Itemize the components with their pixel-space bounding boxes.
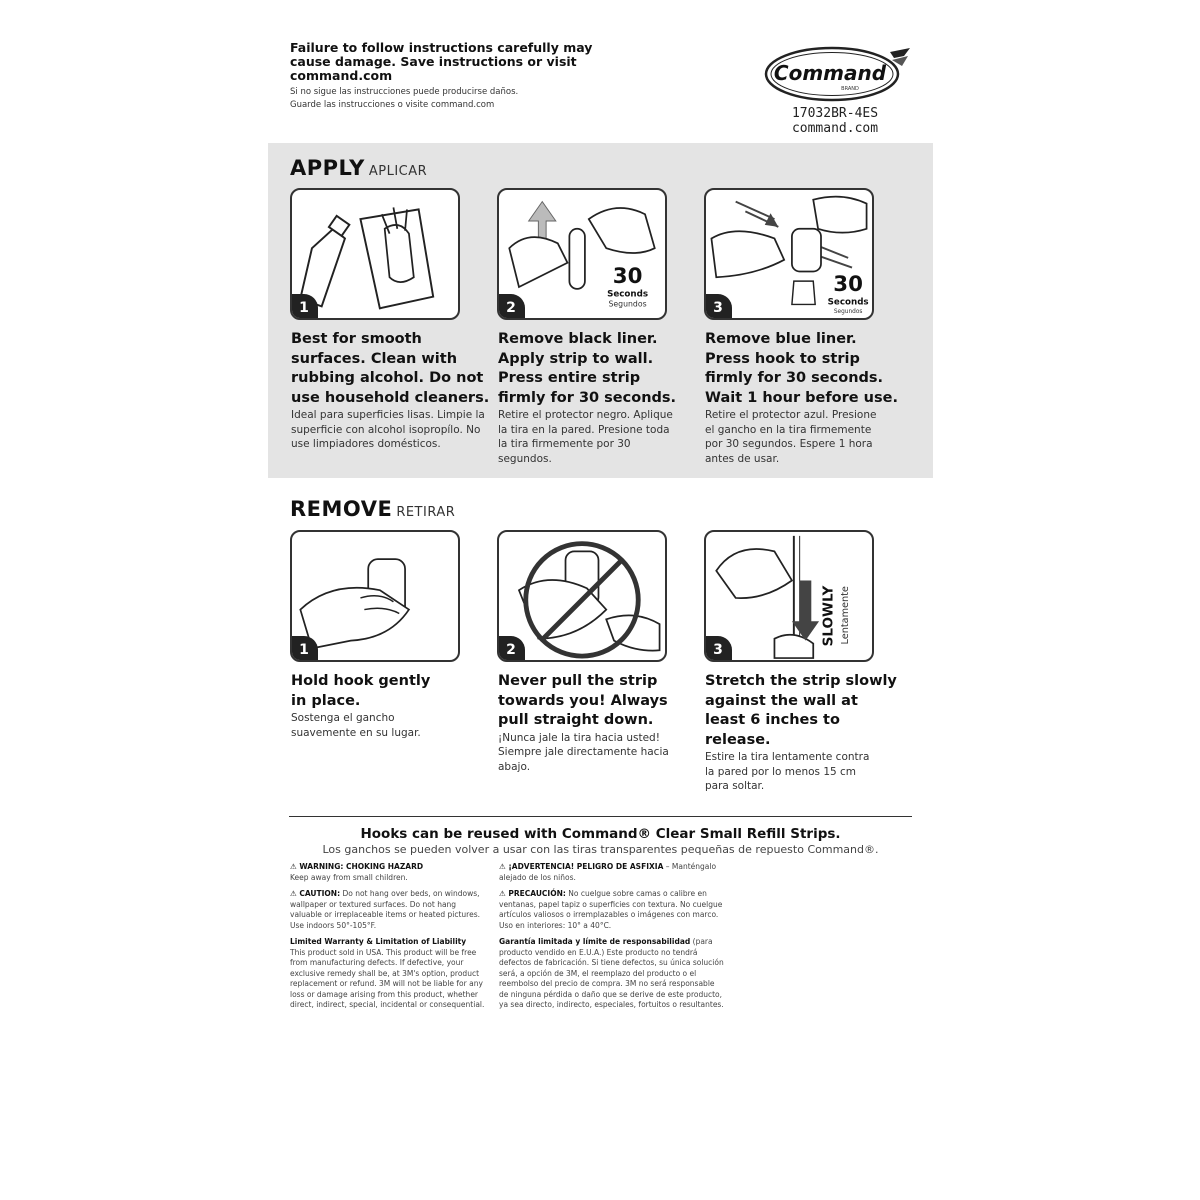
apply-step-1-text (291, 330, 491, 452)
step-number-badge: 1 (290, 294, 318, 320)
apply-step-3-text (705, 330, 900, 466)
step-number-badge: 3 (704, 636, 732, 662)
choking-text-es: Manténgalo alejado de los niños. (499, 862, 717, 882)
step-number-badge: 3 (704, 294, 732, 320)
timer-unit-es: Segundos (608, 299, 647, 309)
apply-subtitle: APLICAR (368, 164, 428, 179)
remove-title: REMOVE (290, 497, 393, 521)
choking-title-es: ¡ADVERTENCIA! PELIGRO DE ASFIXIA (508, 862, 664, 871)
step-instruction-es: Ideal para superficies lisas. Limpie la superficie con alcohol isopropílo. No use limpiadores domésticos. (291, 409, 485, 450)
choking-text: Keep away from small children. (290, 872, 408, 882)
slowly-en: SLOWLY (820, 585, 837, 647)
slowly-es: Lentamente (840, 586, 852, 645)
choking-title: WARNING: CHOKING HAZARD (299, 862, 424, 871)
fine-print-spanish: ⚠ ¡ADVERTENCIA! PELIGRO DE ASFIXIA – Manténgalo alejado de los niños. ⚠ PRECAUCIÓN: No cuelgue sobre camas o calibre en ventanas, papel tapiz o superficies con textura. No cuelgue artículos valiosos o irremplazables o imágenes con marco. Uso en interiores: 10° a 40°C. Garantía limitada y límite de responsabilidad (para producto vendido en E.U.A.) Este producto no tendrá defectos de fabricación. Si tiene defectos, su única solución será, a opción de 3M, el reemplazo del producto o el reembolso del precio de compra. 3M no será responsable de ninguna pérdida o daño que se derive de este producto, ya sea directo, indirecto, especiales, fortuitos o resultantes. (499, 862, 724, 1009)
brand-sub: BRAND (841, 86, 859, 92)
warranty-title-es: Garantía limitada y límite de responsabilidad (499, 937, 691, 946)
step-instruction-es: Retire el protector azul. Presione el gancho en la tira firmemente por 30 segundos. Espere 1 hora antes de usar. (705, 409, 877, 465)
product-info (760, 106, 910, 136)
step-instruction-es: Retire el protector negro. Aplique la tira en la pared. Presione toda la tira firmemente por 30 segundos. (498, 409, 673, 465)
step-instruction-en: Hold hook gently in place. (291, 673, 431, 709)
warning-spanish: Si no sigue las instrucciones puede producirse daños. Guarde las instrucciones o visite command.com (290, 87, 519, 110)
remove-heading (290, 497, 455, 521)
apply-step-3-illustration (704, 188, 874, 320)
step-instruction-es: Estire la tira lentamente contra la pared por lo menos 15 cm para soltar. (705, 751, 870, 792)
warranty-title: Limited Warranty & Limitation of Liability (290, 937, 467, 946)
timer-unit-es: Segundos (833, 309, 863, 316)
remove-step-3-illustration (704, 530, 874, 662)
timer-value: 30 (833, 271, 863, 297)
step-instruction-es: ¡Nunca jale la tira hacia usted! Siempre jale directamente hacia abajo. (498, 731, 669, 773)
reuse-note-es: Los ganchos se pueden volver a usar con las tiras transparentes pequeñas de repuesto Command®. (322, 843, 879, 856)
step-number-badge: 2 (497, 294, 525, 320)
caution-text-es: No cuelgue sobre camas o calibre en ventanas, papel tapiz o superficies con textura. No cuelgue artículos valiosos o irremplazables o imágenes con marco. Uso en interiores: 10° a 40°C. (499, 889, 723, 930)
warranty-text: This product sold in USA. This product will be free from manufacturing defects. If defective, your exclusive remedy shall be, at 3M's option, product replacement or refund. 3M will not be liable for any loss or damage arising from this product, whether direct, indirect, special, incidental or consequential. (290, 947, 485, 1009)
warranty-text-es: (para producto vendido en E.U.A.) Este producto no tendrá defectos de fabricación. Si tiene defectos, su única solución será, a opción de 3M, el reemplazo del producto o el reembolso del precio de compra. 3M no será responsable de ninguna pérdida o daño que se derive de este producto, ya sea directo, indirecto, especiales, fortuitos o resultantes. (499, 937, 724, 1009)
footer-divider (289, 816, 912, 817)
step-number-badge: 1 (290, 636, 318, 662)
reuse-note-en: Hooks can be reused with Command® Clear Small Refill Strips. (360, 826, 841, 842)
apply-step-1-illustration (290, 188, 460, 320)
remove-step-1-text (291, 672, 441, 740)
apply-step-2-illustration (497, 188, 667, 320)
product-code: 17032BR-4ES (791, 106, 879, 121)
step-instruction-en: Remove blue liner. Press hook to strip firmly for 30 seconds. Wait 1 hour before use. (705, 331, 898, 406)
caution-text: Do not hang over beds, on windows, wallpaper or textured surfaces. Do not hang valuable or irreplaceable items or heated pictures. Use indoors 50°-105°F. (290, 889, 480, 930)
step-instruction-en: Stretch the strip slowly against the wall at least 6 inches to release. (705, 673, 897, 748)
apply-heading (290, 156, 427, 180)
command-logo (764, 44, 914, 106)
remove-step-3-text (705, 672, 900, 794)
step-instruction-en: Remove black liner. Apply strip to wall. Press entire strip firmly for 30 seconds. (498, 331, 677, 406)
fine-print-english: ⚠ WARNING: CHOKING HAZARD Keep away from small children. ⚠ CAUTION: Do not hang over beds, on windows, wallpaper or textured surfaces. Do not hang valuable or irreplaceable items or heated pictures. Use indoors 50°-105°F. Limited Warranty & Limitation of Liability This product sold in USA. This product will be free from manufacturing defects. If defective, your exclusive remedy shall be, at 3M's option, product replacement or refund. 3M will not be liable for any loss or damage arising from this product, whether direct, indirect, special, incidental or consequential. (290, 862, 485, 1009)
brand-name: Command (773, 61, 887, 85)
timer-value: 30 (612, 264, 643, 290)
warning-english: Failure to follow instructions carefully may cause damage. Save instructions or visit command.com (290, 40, 593, 83)
remove-step-2-text (498, 672, 673, 774)
timer-unit-en: Seconds (607, 289, 649, 300)
caution-title: CAUTION: (299, 889, 341, 898)
timer-unit-en: Seconds (827, 297, 869, 308)
step-instruction-en: Never pull the strip towards you! Always pull straight down. (498, 673, 668, 728)
step-number-badge: 2 (497, 636, 525, 662)
step-instruction-en: Best for smooth surfaces. Clean with rubbing alcohol. Do not use household cleaners. (291, 331, 490, 406)
caution-title-es: PRECAUCIÓN: (508, 889, 566, 898)
apply-step-2-text (498, 330, 678, 466)
apply-title: APPLY (290, 156, 365, 180)
step-instruction-es: Sostenga el gancho suavemente en su lugar. (291, 712, 421, 739)
remove-step-2-illustration (497, 530, 667, 662)
remove-subtitle: RETIRAR (396, 505, 456, 520)
website: command.com (791, 121, 879, 136)
remove-step-1-illustration (290, 530, 460, 662)
